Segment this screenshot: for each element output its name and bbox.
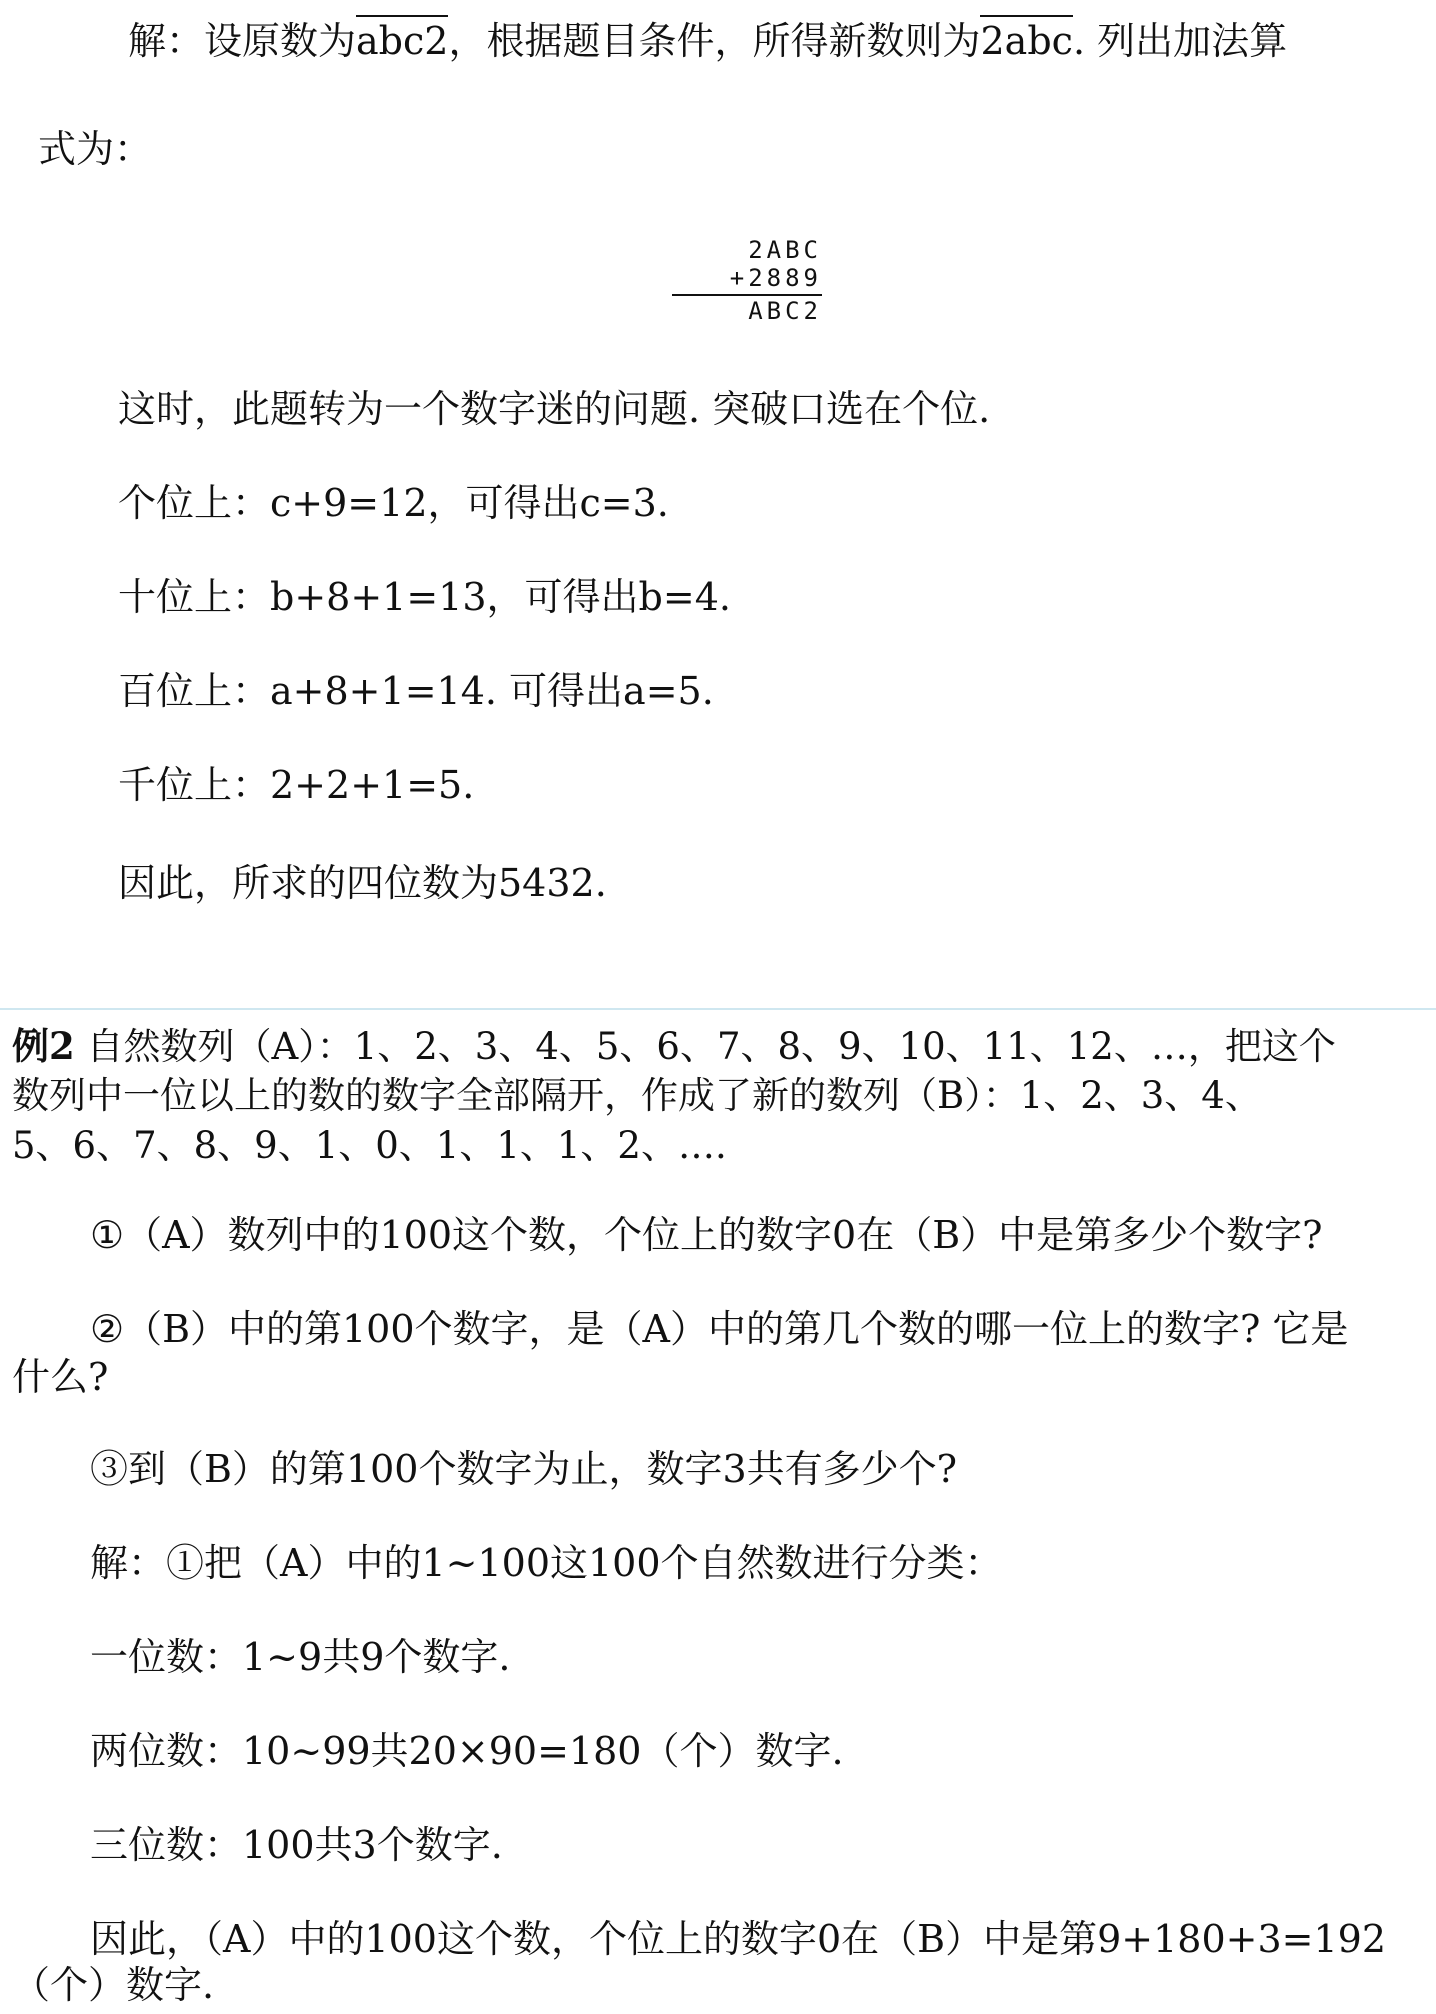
addition-row-1: 2ABC [748,236,822,264]
conclusion-continued: （个）数字. [12,1963,215,2007]
solution-line: 两位数：10~99共20×90=180（个）数字. [90,1729,844,1773]
overlined-new-number: 2abc [980,15,1072,63]
question-2-continued: 什么? [12,1355,109,1399]
solution-line: 因此，所求的四位数为5432. [118,861,607,905]
solution-line: 三位数：100共3个数字. [90,1823,503,1867]
example-statement: 数列中一位以上的数的数字全部隔开，作成了新的数列（B）：1、2、3、4、 [12,1074,1262,1117]
vertical-addition [672,236,822,325]
addition-rule [672,294,822,296]
solution-line: 这时，此题转为一个数字迷的问题. 突破口选在个位. [118,387,991,431]
solution-intro-continued: 式为： [38,127,153,171]
example-statement: 5、6、7、8、9、1、0、1、1、1、2、…. [12,1124,727,1167]
addition-result: ABC2 [748,297,822,325]
solution-intro: 解：设原数为abc2，根据题目条件，所得新数则为2abc. 列出加法算 [128,18,1287,64]
solution-line: 解：①把（A）中的1~100这100个自然数进行分类： [90,1541,1003,1585]
question-2: ②（B）中的第100个数字，是（A）中的第几个数的哪一位上的数字? 它是 [90,1307,1349,1351]
solution-line: 个位上：c+9=12，可得出c=3. [118,481,669,525]
addition-row-2: +2889 [729,264,822,292]
solution-line: 百位上：a+8+1=14. 可得出a=5. [118,669,714,713]
overlined-original-number: abc2 [356,15,448,63]
question-3: ③到（B）的第100个数字为止，数字3共有多少个? [90,1447,958,1491]
solution-line: 千位上：2+2+1=5. [118,763,475,807]
question-1: ①（A）数列中的100这个数，个位上的数字0在（B）中是第多少个数字? [90,1213,1323,1257]
example-statement: 例2 自然数列（A）：1、2、3、4、5、6、7、8、9、10、11、12、…，把这个 [12,1024,1336,1068]
example-label: 例2 [12,1024,75,1068]
solution-line: 一位数：1~9共9个数字. [90,1635,511,1679]
solution-line: 十位上：b+8+1=13，可得出b=4. [118,575,731,619]
conclusion: 因此，（A）中的100这个数，个位上的数字0在（B）中是第9+180+3=192 [90,1917,1387,1961]
section-divider [0,1008,1436,1010]
